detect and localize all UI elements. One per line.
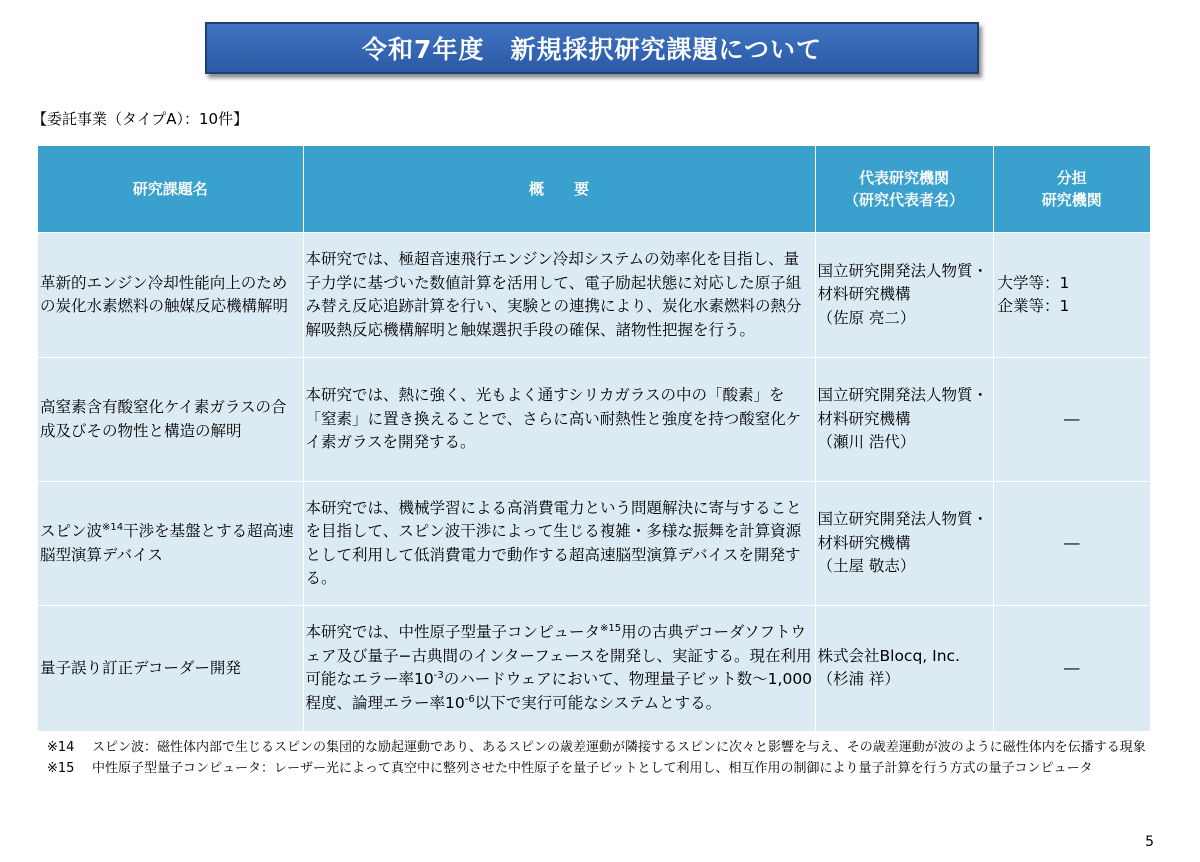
row-summary: 本研究では、機械学習による高消費電力という問題解決に寄与することを目指して、スピン波干渉によって生じる複雑・多様な振舞を計算資源として利用して低消費電力で動作する超高速脳型演算デバイスを開発する。 (303, 482, 815, 606)
row-title-part: スピン波 (40, 522, 103, 540)
row-org-person: （杉浦 祥） (817, 670, 900, 689)
row-org (815, 233, 993, 358)
table-row (38, 358, 1150, 482)
footnote-text: 中性原子型量子コンピュータ：レーザー光によって真空中に整列させた中性原子を量子ビットとして利用し、相互作用の制御により量子計算を行う方式の量子コンピュータ (92, 761, 1093, 776)
page-number: 5 (1145, 834, 1154, 850)
footnotes (38, 739, 1148, 781)
section-label: 【委託事業（タイプA）：10件】 (32, 110, 249, 128)
footnote-mark: ※14 (47, 740, 75, 755)
row-share-line2: 企業等：1 (997, 297, 1070, 315)
row-title (38, 482, 303, 606)
row-org-name: 国立研究開発法人物質・材料研究機構 (817, 510, 989, 552)
footnote (38, 739, 1148, 756)
row-summary-part: 用の古典デコーダソフトウェア及び量子−古典間のインターフェースを開発し、実証する。現在利用可能なエラー率10 (305, 623, 812, 689)
row-summary-part: のハードウェアにおいて、物理量子ビット数～1,000程度、論理エラー率10 (305, 670, 813, 712)
header-summary: 概 要 (303, 146, 815, 233)
exponent: -6 (464, 693, 475, 705)
row-summary: 本研究では、極超音速飛行エンジン冷却システムの効率化を目指し、量子力学に基づいた数値計算を活用して、電子励起状態に対応した原子組み替え反応追跡計算を行い、実験との連携により、炭化水素燃料の熱分解吸熱反応機構解明と触媒選択手段の確保、諸物性把握を行う。 (303, 233, 815, 358)
row-summary-part: 以下で実行可能なシステムとする。 (474, 693, 722, 712)
row-summary (303, 606, 815, 731)
row-org-person: （土屋 敬志） (817, 557, 916, 576)
row-org-person: （佐原 亮二） (817, 308, 916, 327)
row-org-name: 国立研究開発法人物質・材料研究機構 (817, 386, 989, 428)
row-org (815, 358, 993, 482)
row-summary: 本研究では、熱に強く、光もよく通すシリカガラスの中の「酸素」を「窒素」に置き換えることで、さらに高い耐熱性と強度を持つ酸窒化ケイ素ガラスを開発する。 (303, 358, 815, 482)
footnote-text: スピン波：磁性体内部で生じるスピンの集団的な励起運動であり、あるスピンの歳差運動が隣接するスピンに次々と影響を与え、その歳差運動が波のように磁性体内を伝播する現象 (92, 740, 1146, 755)
row-org-name: 国立研究開発法人物質・材料研究機構 (817, 261, 989, 304)
row-title-part: 干渉を基盤とする超高速脳型演算デバイス (40, 522, 294, 564)
header-share-line1: 分担 (1056, 169, 1087, 187)
header-org-line1: 代表研究機関 (858, 169, 949, 187)
header-share (993, 146, 1150, 233)
header-title: 研究課題名 (38, 146, 303, 233)
table-row (38, 233, 1150, 358)
row-share-line1: 大学等：1 (997, 273, 1070, 292)
row-share (993, 233, 1150, 358)
table-header-row (38, 146, 1150, 233)
row-org (815, 482, 993, 606)
table-row (38, 482, 1150, 606)
footnote-ref: ※15 (600, 623, 622, 635)
row-title: 高窒素含有酸窒化ケイ素ガラスの合成及びその物性と構造の解明 (38, 358, 303, 482)
row-title: 革新的エンジン冷却性能向上のための炭化水素燃料の触媒反応機構解明 (38, 233, 303, 358)
footnote-mark: ※15 (47, 761, 75, 776)
row-org-person: （瀬川 浩代） (817, 433, 916, 452)
row-share: ― (993, 358, 1150, 482)
row-org-name: 株式会社Blocq, Inc. (817, 646, 960, 665)
row-title: 量子誤り訂正デコーダー開発 (38, 606, 303, 731)
footnote (38, 760, 1148, 777)
header-org-line2: （研究代表者名） (843, 191, 964, 209)
row-share: ― (993, 606, 1150, 731)
page-title: 令和7年度 新規採択研究課題について (205, 22, 979, 74)
table-row (38, 606, 1150, 731)
row-org (815, 606, 993, 731)
row-summary-part: 本研究では、中性原子型量子コンピュータ (305, 623, 601, 642)
row-share: ― (993, 482, 1150, 606)
header-share-line2: 研究機関 (1041, 191, 1102, 209)
projects-table (38, 146, 1150, 731)
header-org (815, 146, 993, 233)
exponent: -3 (433, 670, 444, 682)
footnote-ref: ※14 (102, 521, 124, 533)
